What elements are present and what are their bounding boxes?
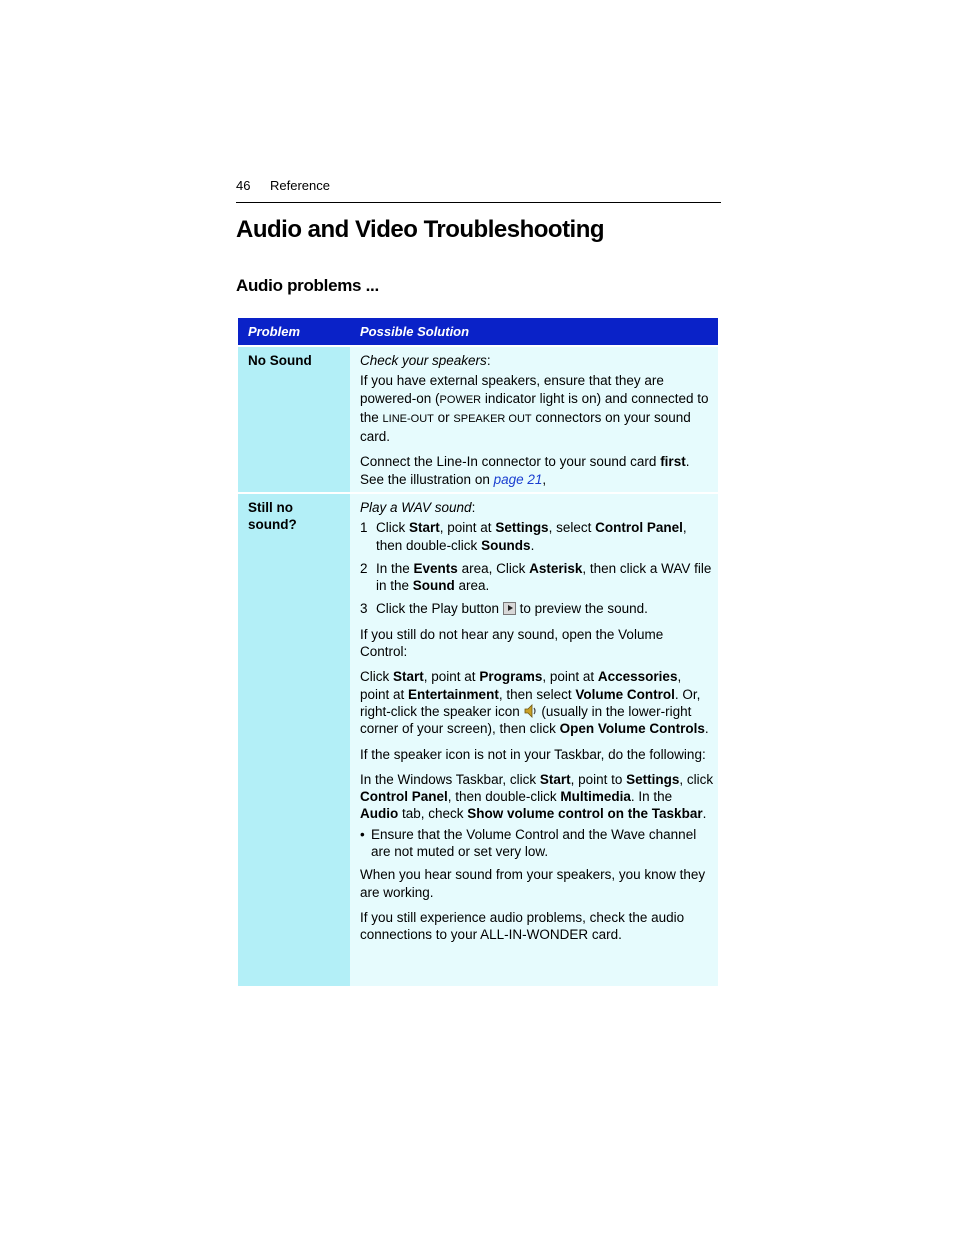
speakers-paragraph: If you have external speakers, ensure that they are powered-on (POWER indicator light is on) and connected to the LINE-OUT or SPEAKER OUT connectors on your sound card. xyxy=(360,373,709,445)
section-name: Reference xyxy=(270,178,330,193)
header-solution: Possible Solution xyxy=(360,324,470,339)
step-1: 1 Click Start, point at Settings, select Control Panel, then double-click Sounds. xyxy=(360,520,687,553)
troubleshooting-table xyxy=(238,318,718,986)
still-no-sound-paragraph: If you still do not hear any sound, open the Volume Control: xyxy=(360,626,664,660)
play-wav-line: Play a WAV sound: xyxy=(360,500,476,515)
solution-cell xyxy=(350,494,718,986)
table-row xyxy=(238,347,718,492)
table-header xyxy=(238,318,718,345)
check-speakers-line: Check your speakers: xyxy=(360,353,491,368)
taskbar-paragraph: In the Windows Taskbar, click Start, point to Settings, click Control Panel, then double-click Multimedia. In the Audio tab, check Show volume control on the Taskbar. xyxy=(360,771,714,822)
page-title: Audio and Video Troubleshooting xyxy=(236,216,605,243)
problem-cell: No Sound xyxy=(238,347,350,492)
page-number: 46 xyxy=(236,178,251,193)
solution-cell xyxy=(350,347,718,492)
running-header xyxy=(236,178,721,203)
hear-sound-paragraph: When you hear sound from your speakers, you know they are working. xyxy=(360,867,706,900)
section-heading: Audio problems ... xyxy=(236,276,379,295)
volume-control-paragraph: Click Start, point at Programs, point at Accessories, point at Entertainment, then select Volume Control. Or, right-click the speaker icon (usually in the lower-right corner of your screen), then click Open Volume Controls. xyxy=(360,669,709,737)
step-2: 2 In the Events area, Click Asterisk, then click a WAV file in the Sound area. xyxy=(360,560,712,594)
table-row xyxy=(238,494,718,986)
header-problem: Problem xyxy=(248,324,301,339)
line-in-paragraph: Connect the Line-In connector to your sound card first. See the illustration on page 21, xyxy=(360,454,690,487)
still-problems-paragraph: If you still experience audio problems, check the audio connections to your ALL-IN-WONDER card. xyxy=(360,909,685,943)
speaker-icon xyxy=(524,703,538,719)
play-button-icon xyxy=(503,602,516,615)
page-21-link[interactable]: page 21 xyxy=(493,471,543,487)
taskbar-intro-paragraph: If the speaker icon is not in your Taskbar, do the following: xyxy=(360,746,706,762)
step-3: 3 Click the Play button to preview the sound. xyxy=(360,601,648,617)
bullet-item: • Ensure that the Volume Control and the Wave channel are not muted or set very low. xyxy=(360,826,697,860)
problem-cell: Still no sound? xyxy=(238,494,350,986)
